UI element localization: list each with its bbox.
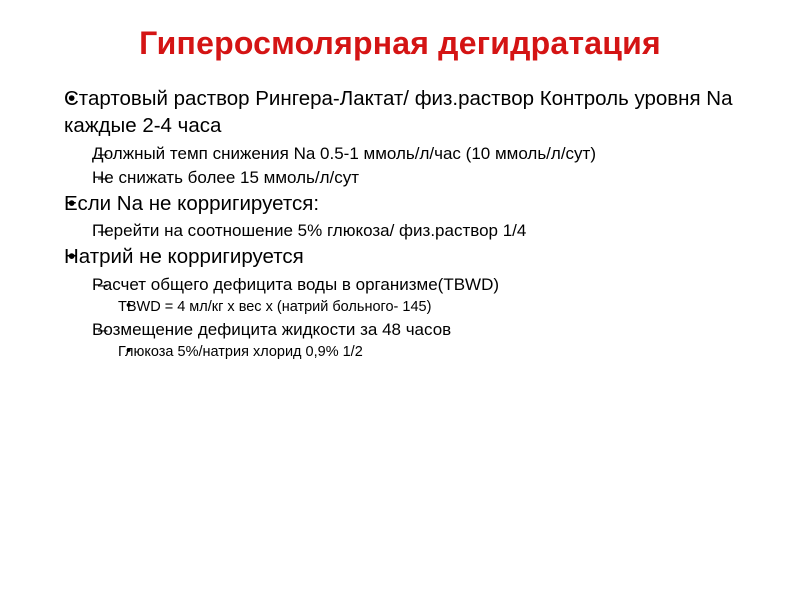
sublist-wrapper <box>64 274 746 362</box>
bullet-list-level-2 <box>64 274 746 362</box>
list-item <box>64 167 746 189</box>
list-item <box>64 274 746 317</box>
list-item <box>92 298 746 317</box>
bullet-list-level-2 <box>64 220 746 242</box>
bullet-list-level-1 <box>38 86 746 362</box>
list-item <box>64 143 746 165</box>
list-item <box>64 319 746 362</box>
bullet-list-level-2 <box>64 143 746 189</box>
slide-title: Гиперосмолярная дегидратация <box>139 25 661 61</box>
sublist-wrapper <box>64 220 746 242</box>
bullet-text: – Возмещение дефицита жидкости за 48 часов <box>92 319 746 341</box>
list-item <box>38 191 746 243</box>
bullet-text: – Перейти на соотношение 5% глюкоза/ физ.раствор 1/4 <box>92 220 746 242</box>
bullet-text: • Натрий не корригируется <box>64 244 746 271</box>
bullet-text: • Стартовый раствор Рингера-Лактат/ физ.раствор Контроль уровня Na каждые 2-4 часа <box>64 86 746 139</box>
sublist-wrapper <box>92 298 746 317</box>
bullet-text: • Глюкоза 5%/натрия хлорид 0,9% 1/2 <box>118 343 746 362</box>
slide-body <box>0 86 800 362</box>
bullet-list-level-3 <box>92 343 746 362</box>
bullet-text: • TBWD = 4 мл/кг х вес х (натрий больного- 145) <box>118 298 746 317</box>
list-item <box>92 343 746 362</box>
bullet-text: • Если Na не корригируется: <box>64 191 746 218</box>
list-item <box>64 220 746 242</box>
bullet-text: – Должный темп снижения Na 0.5-1 ммоль/л/час (10 ммоль/л/сут) <box>92 143 746 165</box>
bullet-list-level-3 <box>92 298 746 317</box>
list-item <box>38 244 746 362</box>
bullet-text: – Расчет общего дефицита воды в организме(TBWD) <box>92 274 746 296</box>
sublist-wrapper <box>64 143 746 189</box>
list-item <box>38 86 746 188</box>
bullet-text: – Не снижать более 15 ммоль/л/сут <box>92 167 746 189</box>
sublist-wrapper <box>92 343 746 362</box>
